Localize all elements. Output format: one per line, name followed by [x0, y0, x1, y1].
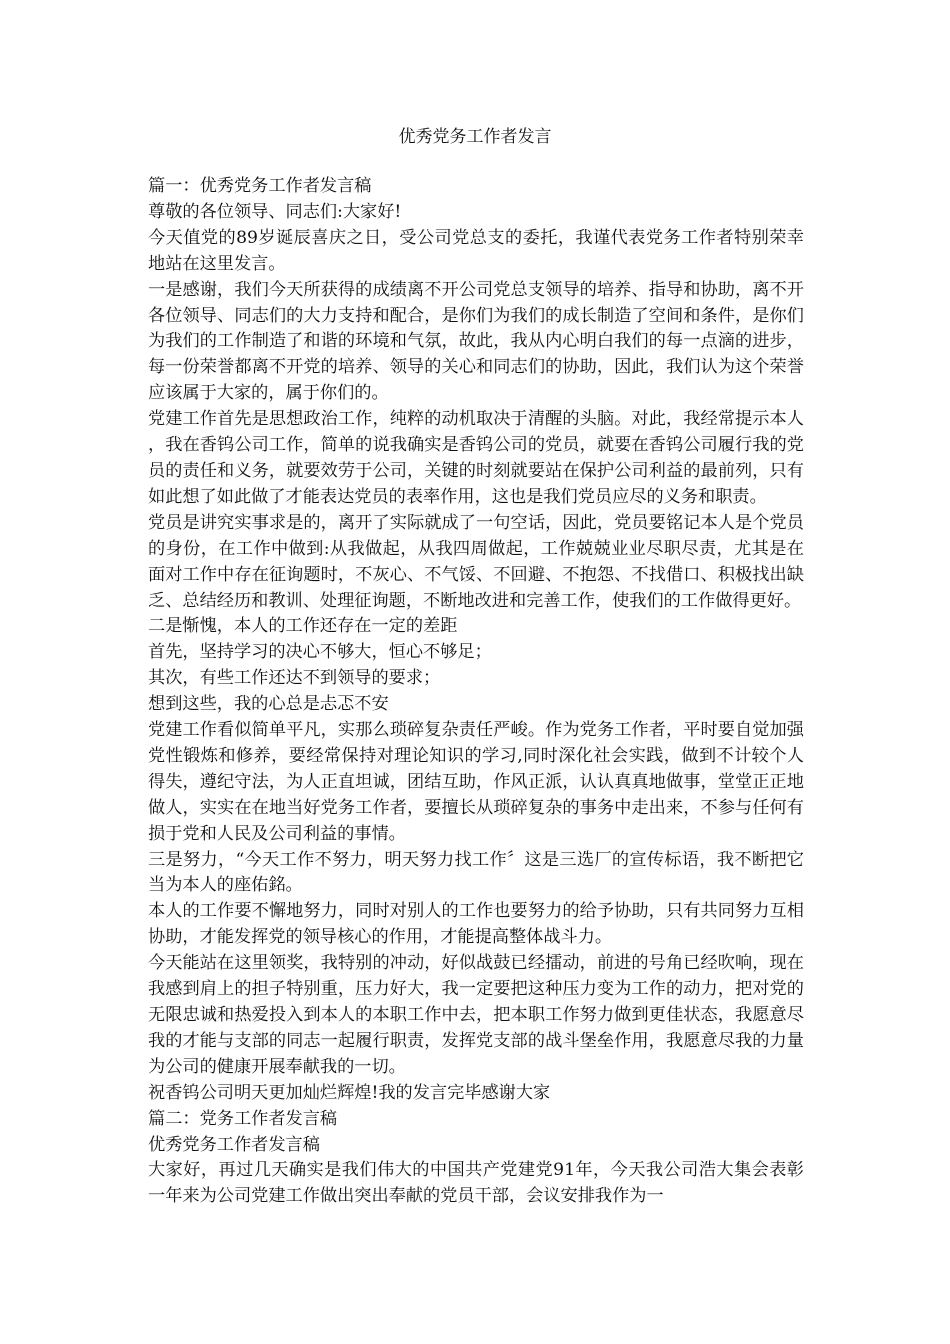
paragraph-second-point: 其次，有些工作还达不到领导的要求； — [148, 668, 441, 689]
paragraph-party-work: 党建工作首先是思想政治工作，纯粹的动机取决于清醒的头脑。对此，我经常提示本人，我在香钨公司工作，简单的说我确实是香钨公司的党员，就要在香钨公司履行我的党员的责任和义务，就要效劳于公司，关键的时刻就要站在保护公司利益的最前列，只有如此想了如此做了才能表达党员的表率作用，这也是我们党员应尽的义务和职责。 — [148, 409, 804, 507]
paragraph-shortcomings: 二是惭愧，本人的工作还存在一定的差距 — [148, 616, 458, 637]
paragraph-heading-part-two: 篇二：党务工作者发言稿 — [148, 1108, 338, 1129]
paragraph-opening: 今天值党的89岁诞辰喜庆之日，受公司党总支的委托，我谨代表党务工作者特别荣幸地站在这里发言。 — [148, 227, 804, 274]
paragraph-cooperation: 本人的工作要不懈地努力，同时对别人的工作也要努力的给予协助，只有共同努力互相协助，才能发挥党的领导核心的作用，才能提高整体战斗力。 — [148, 901, 804, 948]
paragraph-thanks: 一是感谢，我们今天所获得的成绩离不开公司党总支领导的培养、指导和协助，离不开各位领导、同志们的大力支持和配合，是你们为我们的成长制造了空间和条件，是你们为我们的工作制造了和谐的环境和气氛，故此，我从内心明白我们的每一点滴的进步，每一份荣誉都离不开党的培养、领导的关心和同志们的协助，因此，我们认为这个荣誉应该属于大家的，属于你们的。 — [148, 279, 804, 404]
paragraph-party-building: 党建工作看似简单平凡，实那么琐碎复杂责任严峻。作为党务工作者，平时要自觉加强党性锻炼和修养，要经常保持对理论知识的学习,同时深化社会实践，做到不计较个人得失，遵纪守法，为人正直坦诚，团结互助，作风正派，认认真真地做事，堂堂正正地做人，实实在在地当好党务工作者，要擅长从琐碎复杂的事务中走出来，不参与任何有损于党和人民及公司利益的事情。 — [148, 720, 804, 844]
paragraph-uneasy: 想到这些，我的心总是忐忑不安 — [148, 694, 389, 715]
paragraph-heading-part-one: 篇一：优秀党务工作者发言稿 — [148, 176, 372, 196]
paragraph-award: 今天能站在这里领奖，我特别的冲动，好似战鼓已经擂动，前进的号角已经吹响，现在我感到肩上的担子特别重，压力好大，我一定要把这种压力变为工作的动力，把对党的无限忠诚和热爱投入到本人的本职工作中去，把本职工作努力做到更佳状态，我愿意尽我的才能与支部的同志一起履行职责，发挥党支部的战斗堡垒作用，我愿意尽我的力量为公司的健康开展奉献我的一切。 — [148, 953, 804, 1077]
paragraph-effort: 三是努力，“今天工作不努力，明天努力找工作〞这是三选厂的宣传标语，我不断把它当为本人的座佑銘。 — [148, 849, 804, 896]
document-body — [148, 174, 804, 1210]
paragraph-member-duty: 党员是讲究实事求是的，离开了实际就成了一句空话，因此，党员要铭记本人是个党员的身份，在工作中做到:从我做起，从我四周做起，工作兢兢业业尽职尽责，尤其是在面对工作中存在征询题时，不灰心、不气馁、不回避、不抱怨、不找借口、积极找出缺乏、总结经历和教训、处理征询题，不断地改进和完善工作，使我们的工作做得更好。 — [148, 512, 804, 611]
paragraph-part-two-opening: 大家好，再过几天确实是我们伟大的中国共产党建党91年，今天我公司浩大集会表彰一年来为公司党建工作做出突出奉献的党员干部，会议安排我作为一 — [148, 1160, 804, 1207]
paragraph-subtitle: 优秀党务工作者发言稿 — [148, 1134, 320, 1155]
document-title: 优秀党务工作者发言 — [398, 127, 552, 147]
paragraph-closing: 祝香钨公司明天更加灿烂辉煌!我的发言完毕感谢大家 — [148, 1082, 551, 1103]
paragraph-salutation: 尊敬的各位领导、同志们:大家好! — [148, 201, 402, 222]
paragraph-first-point: 首先，坚持学习的决心不够大，恒心不够足； — [148, 642, 492, 663]
